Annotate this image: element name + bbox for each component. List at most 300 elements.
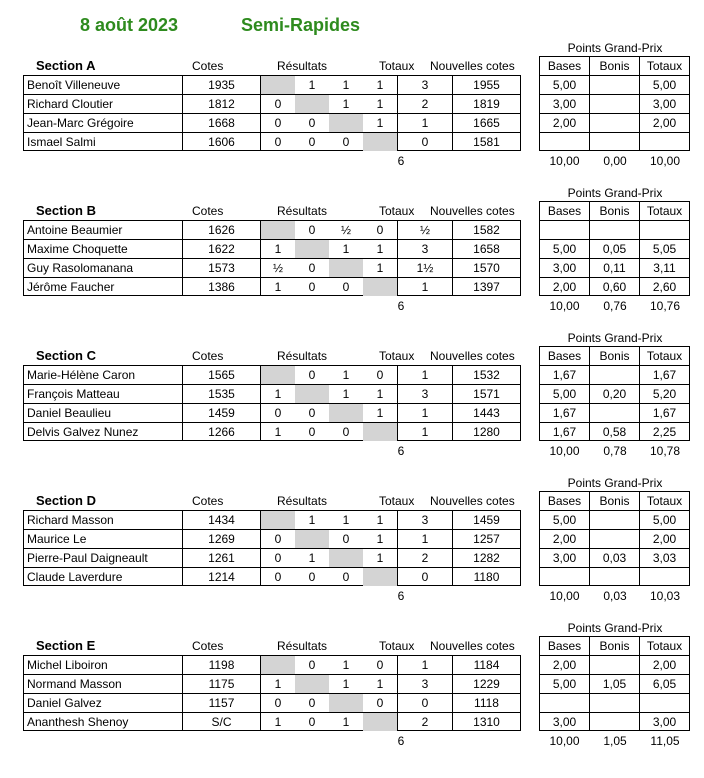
result-cell: 1: [342, 368, 350, 382]
result-cell: [363, 568, 397, 586]
gp-total: 3,00: [652, 715, 677, 729]
player-total: 3: [397, 240, 453, 258]
col-header-bases: Bases: [540, 347, 590, 365]
result-cell: 1: [274, 387, 282, 401]
gp-total: 2,00: [652, 532, 677, 546]
result-cell: [329, 114, 363, 132]
player-name: Jérôme Faucher: [24, 278, 183, 296]
col-header-totaux: Totaux: [379, 59, 415, 73]
sum-gp-total: 11,05: [650, 734, 680, 748]
player-name: Richard Cloutier: [24, 95, 183, 113]
player-name: François Matteau: [24, 385, 183, 403]
new-rating: 1955: [473, 78, 500, 92]
table-row: [24, 114, 520, 133]
grand-prix-row: [540, 404, 689, 423]
result-cell: 0: [342, 570, 350, 584]
gp-total: 2,00: [652, 658, 677, 672]
player-name: Delvis Galvez Nunez: [24, 423, 183, 441]
player-name: Antoine Beaumier: [24, 221, 183, 239]
col-header-gp-totaux: Totaux: [646, 494, 683, 508]
gp-bonis: [590, 221, 640, 239]
grand-prix-header-row: [540, 637, 689, 656]
col-header-nouvelles-cotes: Nouvelles cotes: [430, 204, 515, 218]
col-header-bases: Bases: [540, 492, 590, 510]
result-cell: 0: [308, 368, 316, 382]
grand-prix-row: [540, 713, 689, 732]
result-cell: [261, 76, 295, 94]
player-name: Benoît Villeneuve: [24, 76, 183, 94]
grand-prix-row: [540, 240, 689, 259]
table-row: [24, 221, 520, 240]
result-cell: [295, 675, 329, 693]
player-total: 3: [397, 76, 453, 94]
results-table: [23, 510, 521, 586]
table-row: [24, 713, 520, 732]
result-cell: 1: [342, 242, 350, 256]
gp-bonis: [590, 133, 640, 151]
section-title: Section E: [36, 638, 96, 653]
sum-total: 6: [397, 734, 405, 748]
sum-gp-total: 10,76: [649, 299, 681, 313]
grand-prix-row: [540, 278, 689, 297]
gp-bases: 1,67: [540, 423, 590, 441]
player-total: 3: [397, 511, 453, 529]
col-header-cotes: Cotes: [192, 349, 224, 363]
result-cell: 0: [376, 658, 384, 672]
table-row: [24, 656, 520, 675]
gp-bases: 2,00: [540, 656, 590, 674]
result-cell: 0: [308, 425, 316, 439]
col-header-totaux: Totaux: [379, 349, 415, 363]
result-cell: 1: [376, 406, 384, 420]
col-header-resultats: Résultats: [277, 639, 328, 653]
result-cell: 0: [274, 532, 282, 546]
result-cell: 1: [376, 242, 384, 256]
col-header-bases: Bases: [540, 637, 590, 655]
new-rating: 1282: [473, 551, 500, 565]
gp-bases: [540, 568, 590, 586]
player-total: 2: [397, 95, 453, 113]
result-cell: 1: [274, 242, 282, 256]
player-rating: 1622: [183, 240, 261, 258]
player-total: 2: [397, 549, 453, 567]
gp-bases: 1,67: [540, 404, 590, 422]
result-cell: 0: [376, 696, 384, 710]
result-cell: 0: [342, 135, 350, 149]
player-rating: S/C: [183, 713, 261, 731]
player-name: Daniel Beaulieu: [24, 404, 183, 422]
sum-bases: 10,00: [549, 299, 580, 313]
player-rating: 1198: [183, 656, 261, 674]
new-rating: 1229: [473, 677, 500, 691]
result-cell: 0: [308, 116, 316, 130]
grand-prix-row: [540, 423, 689, 442]
player-rating: 1668: [183, 114, 261, 132]
results-table: [23, 75, 521, 151]
grand-prix-header-row: [540, 492, 689, 511]
gp-total: [640, 221, 689, 239]
player-total: 1: [397, 404, 453, 422]
result-cell: [363, 133, 397, 151]
gp-total: 2,00: [652, 116, 677, 130]
gp-bases: 5,00: [540, 240, 590, 258]
result-cell: 0: [308, 406, 316, 420]
table-row: [24, 240, 520, 259]
col-header-bonis: Bonis: [590, 57, 640, 75]
result-cell: 1: [308, 513, 316, 527]
gp-total: 3,11: [653, 261, 676, 275]
table-row: [24, 530, 520, 549]
gp-bonis: [590, 511, 640, 529]
result-cell: 0: [376, 368, 384, 382]
grand-prix-table: [539, 201, 690, 296]
player-total: 1: [397, 278, 453, 296]
player-rating: 1459: [183, 404, 261, 422]
player-rating: 1626: [183, 221, 261, 239]
player-total: 1: [397, 114, 453, 132]
gp-bases: 5,00: [540, 675, 590, 693]
player-rating: 1565: [183, 366, 261, 384]
gp-bonis: [590, 694, 640, 712]
grand-prix-row: [540, 95, 689, 114]
player-name: Jean-Marc Grégoire: [24, 114, 183, 132]
col-header-resultats: Résultats: [277, 349, 328, 363]
col-header-resultats: Résultats: [277, 204, 328, 218]
col-header-nouvelles-cotes: Nouvelles cotes: [430, 59, 515, 73]
sum-bonis: 1,05: [603, 734, 627, 748]
col-header-cotes: Cotes: [192, 59, 224, 73]
result-cell: ½: [340, 223, 351, 237]
new-rating: 1180: [473, 570, 500, 584]
result-cell: 1: [376, 97, 384, 111]
player-rating: 1269: [183, 530, 261, 548]
gp-bonis: 0,03: [590, 549, 640, 567]
player-rating: 1214: [183, 568, 261, 586]
gp-bases: 5,00: [540, 511, 590, 529]
new-rating: 1532: [473, 368, 500, 382]
new-rating: 1819: [473, 97, 500, 111]
gp-bases: 5,00: [540, 385, 590, 403]
result-cell: [261, 511, 295, 529]
result-cell: 1: [274, 280, 282, 294]
gp-bases: 3,00: [540, 549, 590, 567]
points-grand-prix-header: Points Grand-Prix: [567, 331, 663, 345]
col-header-resultats: Résultats: [277, 494, 328, 508]
col-header-gp-totaux: Totaux: [646, 204, 683, 218]
player-name: Richard Masson: [24, 511, 183, 529]
gp-bases: [540, 694, 590, 712]
result-cell: [261, 366, 295, 384]
result-cell: 0: [308, 223, 316, 237]
player-total: 1: [397, 423, 453, 441]
player-name: Normand Masson: [24, 675, 183, 693]
table-row: [24, 568, 520, 587]
result-cell: 0: [342, 532, 350, 546]
gp-total: 5,20: [652, 387, 677, 401]
col-header-bonis: Bonis: [590, 347, 640, 365]
grand-prix-row: [540, 259, 689, 278]
result-cell: 0: [274, 570, 282, 584]
grand-prix-header-row: [540, 202, 689, 221]
player-name: Pierre-Paul Daigneault: [24, 549, 183, 567]
result-cell: 1: [308, 551, 316, 565]
table-row: [24, 278, 520, 297]
player-total: ½: [397, 221, 453, 239]
player-name: Daniel Galvez: [24, 694, 183, 712]
result-cell: [329, 259, 363, 277]
gp-bonis: [590, 114, 640, 132]
new-rating: 1459: [473, 513, 500, 527]
table-row: [24, 385, 520, 404]
result-cell: 0: [376, 223, 384, 237]
col-header-bases: Bases: [540, 202, 590, 220]
player-name: Marie-Hélène Caron: [24, 366, 183, 384]
player-name: Maurice Le: [24, 530, 183, 548]
result-cell: 0: [274, 116, 282, 130]
new-rating: 1571: [473, 387, 500, 401]
result-cell: [329, 549, 363, 567]
result-cell: [295, 240, 329, 258]
result-cell: 1: [342, 658, 350, 672]
new-rating: 1665: [473, 116, 500, 130]
col-header-gp-totaux: Totaux: [646, 639, 683, 653]
grand-prix-row: [540, 530, 689, 549]
player-name: Guy Rasolomanana: [24, 259, 183, 277]
sum-bonis: 0,76: [603, 299, 627, 313]
player-name: Ananthesh Shenoy: [24, 713, 183, 731]
grand-prix-table: [539, 491, 690, 586]
table-row: [24, 694, 520, 713]
points-grand-prix-header: Points Grand-Prix: [567, 476, 663, 490]
section-title: Section D: [36, 493, 96, 508]
gp-total: 1,67: [652, 406, 677, 420]
table-row: [24, 423, 520, 442]
sum-bases: 10,00: [549, 444, 580, 458]
sum-total: 6: [397, 299, 405, 313]
col-header-gp-totaux: Totaux: [646, 59, 683, 73]
player-total: 0: [397, 694, 453, 712]
result-cell: 0: [308, 715, 316, 729]
table-row: [24, 404, 520, 423]
new-rating: 1582: [473, 223, 500, 237]
player-rating: 1434: [183, 511, 261, 529]
player-rating: 1935: [183, 76, 261, 94]
result-cell: [295, 95, 329, 113]
result-cell: 0: [274, 406, 282, 420]
player-rating: 1606: [183, 133, 261, 151]
result-cell: [261, 656, 295, 674]
grand-prix-table: [539, 636, 690, 731]
grand-prix-row: [540, 385, 689, 404]
gp-bases: 2,00: [540, 114, 590, 132]
col-header-totaux: Totaux: [379, 204, 415, 218]
table-row: [24, 366, 520, 385]
player-total: 1: [397, 366, 453, 384]
col-header-cotes: Cotes: [192, 204, 224, 218]
result-cell: 0: [274, 696, 282, 710]
gp-bonis: 0,20: [590, 385, 640, 403]
results-table: [23, 365, 521, 441]
result-cell: 0: [274, 135, 282, 149]
section-d: [0, 476, 704, 633]
result-cell: 0: [308, 696, 316, 710]
new-rating: 1310: [473, 715, 500, 729]
result-cell: 1: [342, 677, 350, 691]
player-rating: 1175: [183, 675, 261, 693]
player-total: 3: [397, 675, 453, 693]
results-table: [23, 655, 521, 731]
table-row: [24, 549, 520, 568]
result-cell: 0: [308, 570, 316, 584]
grand-prix-row: [540, 675, 689, 694]
sum-bases: 10,00: [549, 734, 580, 748]
gp-bases: 5,00: [540, 76, 590, 94]
sum-gp-total: 10,78: [649, 444, 681, 458]
gp-bonis: 0,05: [590, 240, 640, 258]
sum-bonis: 0,78: [603, 444, 627, 458]
result-cell: 1: [274, 425, 282, 439]
result-cell: [363, 713, 397, 731]
player-total: 3: [397, 385, 453, 403]
player-total: 2: [397, 713, 453, 731]
gp-total: 2,60: [652, 280, 677, 294]
gp-bases: [540, 221, 590, 239]
gp-bases: [540, 133, 590, 151]
result-cell: [295, 530, 329, 548]
sum-total: 6: [397, 154, 405, 168]
result-cell: 0: [308, 135, 316, 149]
player-total: 1: [397, 530, 453, 548]
result-cell: 0: [308, 280, 316, 294]
col-header-bonis: Bonis: [590, 492, 640, 510]
col-header-nouvelles-cotes: Nouvelles cotes: [430, 349, 515, 363]
col-header-nouvelles-cotes: Nouvelles cotes: [430, 494, 515, 508]
result-cell: 1: [308, 78, 316, 92]
table-row: [24, 259, 520, 278]
result-cell: 0: [308, 261, 316, 275]
sum-gp-total: 10,03: [649, 589, 681, 603]
result-cell: 1: [376, 78, 384, 92]
grand-prix-table: [539, 56, 690, 151]
col-header-bonis: Bonis: [590, 637, 640, 655]
result-cell: 1: [376, 532, 384, 546]
result-cell: [329, 694, 363, 712]
result-cell: 1: [274, 677, 282, 691]
grand-prix-row: [540, 76, 689, 95]
result-cell: 1: [342, 387, 350, 401]
result-cell: 1: [342, 78, 350, 92]
grand-prix-header-row: [540, 57, 689, 76]
result-cell: 1: [342, 513, 350, 527]
points-grand-prix-header: Points Grand-Prix: [567, 621, 663, 635]
gp-bases: 2,00: [540, 530, 590, 548]
gp-bonis: [590, 656, 640, 674]
result-cell: 0: [274, 551, 282, 565]
gp-total: [640, 133, 689, 151]
gp-bonis: [590, 713, 640, 731]
new-rating: 1397: [473, 280, 500, 294]
grand-prix-row: [540, 549, 689, 568]
grand-prix-header-row: [540, 347, 689, 366]
result-cell: [363, 423, 397, 441]
table-row: [24, 95, 520, 114]
result-cell: 0: [308, 658, 316, 672]
gp-bonis: [590, 95, 640, 113]
gp-bonis: 0,58: [590, 423, 640, 441]
grand-prix-table: [539, 346, 690, 441]
section-b: [0, 186, 704, 343]
player-rating: 1812: [183, 95, 261, 113]
results-table: [23, 220, 521, 296]
result-cell: 0: [342, 425, 350, 439]
player-total: 1½: [397, 259, 453, 277]
result-cell: 0: [274, 97, 282, 111]
sum-bases: 10,00: [549, 154, 580, 168]
gp-bases: 3,00: [540, 95, 590, 113]
gp-bonis: 1,05: [590, 675, 640, 693]
grand-prix-row: [540, 114, 689, 133]
player-rating: 1266: [183, 423, 261, 441]
result-cell: [363, 278, 397, 296]
player-rating: 1261: [183, 549, 261, 567]
gp-bases: 3,00: [540, 259, 590, 277]
result-cell: 0: [342, 280, 350, 294]
col-header-totaux: Totaux: [379, 639, 415, 653]
gp-bonis: [590, 404, 640, 422]
gp-bonis: [590, 366, 640, 384]
gp-total: [640, 694, 689, 712]
gp-total: [640, 568, 689, 586]
result-cell: 1: [274, 715, 282, 729]
player-name: Claude Laverdure: [24, 568, 183, 586]
result-cell: 1: [342, 97, 350, 111]
result-cell: 1: [376, 551, 384, 565]
table-row: [24, 76, 520, 95]
table-row: [24, 511, 520, 530]
result-cell: 1: [376, 387, 384, 401]
gp-bases: 2,00: [540, 278, 590, 296]
table-row: [24, 133, 520, 152]
col-header-bases: Bases: [540, 57, 590, 75]
new-rating: 1257: [473, 532, 500, 546]
gp-bonis: [590, 76, 640, 94]
sum-bonis: 0,03: [603, 589, 627, 603]
player-name: Maxime Choquette: [24, 240, 183, 258]
player-name: Ismael Salmi: [24, 133, 183, 151]
gp-total: 5,00: [652, 78, 677, 92]
grand-prix-row: [540, 511, 689, 530]
section-a: [0, 41, 704, 198]
result-cell: 1: [342, 715, 350, 729]
gp-total: 3,03: [652, 551, 677, 565]
section-title: Section A: [36, 58, 96, 73]
gp-bonis: 0,11: [590, 259, 640, 277]
col-header-cotes: Cotes: [192, 494, 224, 508]
new-rating: 1184: [473, 658, 500, 672]
player-name: Michel Liboiron: [24, 656, 183, 674]
table-row: [24, 675, 520, 694]
gp-total: 3,00: [652, 97, 677, 111]
grand-prix-row: [540, 568, 689, 587]
points-grand-prix-header: Points Grand-Prix: [567, 41, 663, 55]
sum-bonis: 0,00: [603, 154, 627, 168]
sum-gp-total: 10,00: [649, 154, 681, 168]
result-cell: 1: [376, 513, 384, 527]
section-e: [0, 621, 704, 778]
player-rating: 1386: [183, 278, 261, 296]
grand-prix-row: [540, 366, 689, 385]
gp-total: 5,05: [652, 242, 677, 256]
